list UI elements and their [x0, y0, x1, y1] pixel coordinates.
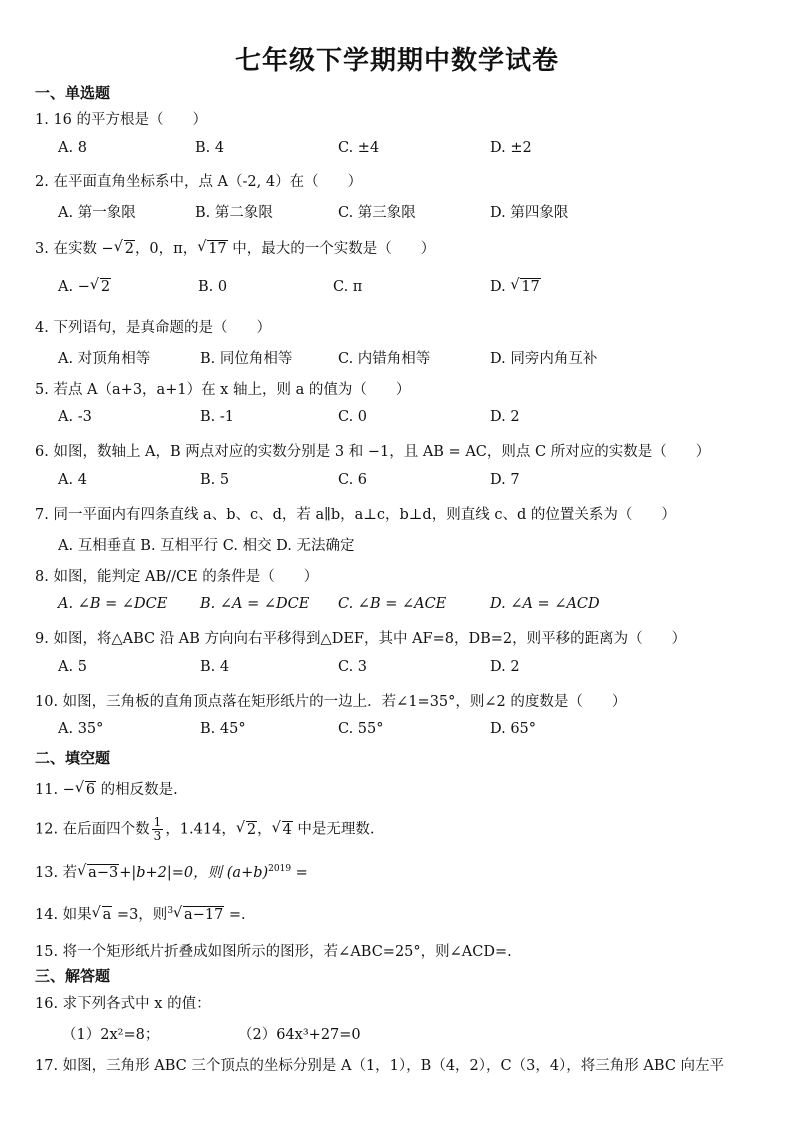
options-inline: A. 互相垂直 B. 互相平行 C. 相交 D. 无法确定	[58, 538, 355, 554]
option-a: A. ∠B = ∠DCE	[58, 596, 168, 612]
page-title: 七年级下学期期中数学试卷	[234, 46, 559, 76]
option-a: A. 对顶角相等	[58, 351, 151, 367]
option-c: C. 内错角相等	[338, 351, 431, 367]
option-b: B. -1	[200, 409, 234, 425]
question-13: 13. 若√ a−3+|b+2|=0，则 $(a+b)^{2019}$ =	[35, 861, 308, 882]
option-c: C. 6	[338, 472, 368, 488]
question-10: 10. 如图，三角板的直角顶点落在矩形纸片的一边上．若∠1=35°，则∠2 的度数是（ ）	[35, 694, 627, 710]
question-12: 12. 在后面四个数 $\frac{1}{3}$ ，1.414，√ 2，√ 4 中是无理数.	[35, 816, 375, 843]
q3-text-3: 中，最大的一个实数是（ ）	[227, 241, 436, 257]
question-16: 16. 求下列各式中 x 的值：	[35, 996, 211, 1012]
sqrt-expression: √ 2	[90, 279, 111, 295]
question-17: 17. 如图，三角形 ABC 三个顶点的坐标分别是 A（1，1），B（4，2），C（3，4），将三角形 ABC 向左平	[35, 1058, 725, 1074]
option-c: C. 第三象限	[338, 205, 416, 221]
cube-root-index: 3	[167, 906, 174, 917]
sqrt-expression: √ a−3	[77, 865, 119, 881]
sqrt-expression: √ 4	[272, 822, 293, 838]
question-8: 8. 如图，能判定 AB//CE 的条件是（ ）	[35, 569, 319, 585]
option-a: A. 4	[58, 472, 87, 488]
option-b: B. 0	[198, 279, 228, 295]
option-a: A. 8	[58, 140, 87, 156]
option-c: C. 55°	[338, 721, 384, 737]
option-d: D. √ 17	[490, 279, 541, 295]
sqrt-expression: √ a	[92, 907, 113, 923]
option-a: A. −√ 2	[58, 279, 111, 295]
question-5: 5. 若点 A（a+3，a+1）在 x 轴上，则 a 的值为（ ）	[35, 382, 411, 398]
option-c: C. π	[333, 279, 363, 295]
question-6: 6. 如图，数轴上 A，B 两点对应的实数分别是 3 和 −1，且 AB = AC，则点 C 所对应的实数是（ ）	[35, 444, 711, 460]
option-b: B. 4	[195, 140, 225, 156]
option-c: C. 0	[338, 409, 368, 425]
q3-text-2: ，0，π，	[134, 241, 198, 257]
option-a: A. 35°	[58, 721, 104, 737]
option-c: C. ∠B = ∠ACE	[338, 596, 447, 612]
question-11: 11. −√ 6 的相反数是.	[35, 778, 178, 799]
option-b: B. 45°	[200, 721, 246, 737]
q3-text-1: 3. 在实数 −	[35, 241, 114, 257]
option-c: C. ±4	[338, 140, 380, 156]
option-a: A. 5	[58, 659, 87, 675]
option-d: D. ∠A = ∠ACD	[490, 596, 600, 612]
question-15: 15. 将一个矩形纸片折叠成如图所示的图形，若∠ABC=25°，则∠ACD=.	[35, 944, 512, 960]
section-heading: 三、解答题	[35, 967, 111, 985]
sqrt-expression: √ 6	[75, 782, 96, 798]
sqrt-expression: √ 2	[114, 241, 135, 257]
option-d: D. 2	[490, 409, 520, 425]
option-a: A. 第一象限	[58, 205, 136, 221]
sqrt-expression: √ 17	[510, 279, 540, 295]
option-d: D. 2	[490, 659, 520, 675]
question-1: 1. 16 的平方根是（ ）	[35, 112, 208, 128]
option-a: A. -3	[58, 409, 92, 425]
fraction: $\frac{1}{3}$	[153, 815, 162, 843]
section-heading: 二、填空题	[35, 749, 111, 767]
section-heading: 一、单选题	[35, 84, 111, 102]
question-14: 14. 如果√ a =3，则$^3$√ a−17 =.	[35, 903, 246, 924]
question-7: 7. 同一平面内有四条直线 a、b、c、d，若 a∥b，a⊥c，b⊥d，则直线 c、d 的位置关系为（ ）	[35, 507, 676, 523]
sqrt-expression: √ 17	[197, 241, 227, 257]
option-d: D. 7	[490, 472, 520, 488]
option-b: B. ∠A = ∠DCE	[200, 596, 310, 612]
question-2: 2. 在平面直角坐标系中，点 A（-2, 4）在（ ）	[35, 174, 363, 190]
option-d: D. 第四象限	[490, 205, 569, 221]
sqrt-expression: √ 2	[236, 822, 257, 838]
subpart-2: （2）64x³+27=0	[238, 1027, 361, 1043]
question-4: 4. 下列语句，是真命题的是（ ）	[35, 320, 271, 336]
option-d: D. 同旁内角互补	[490, 351, 598, 367]
option-d: D. ±2	[490, 140, 532, 156]
option-b: B. 第二象限	[195, 205, 273, 221]
subpart-1: （1）2x²=8；	[62, 1027, 160, 1043]
option-b: B. 同位角相等	[200, 351, 293, 367]
cube-root-expression: √ a−17	[173, 907, 224, 923]
option-b: B. 5	[200, 472, 230, 488]
option-c: C. 3	[338, 659, 368, 675]
option-b: B. 4	[200, 659, 230, 675]
question-3	[35, 237, 435, 258]
option-d: D. 65°	[490, 721, 537, 737]
question-9: 9. 如图，将△ABC 沿 AB 方向向右平移得到△DEF，其中 AF=8，DB=2，则平移的距离为（ ）	[35, 631, 687, 647]
